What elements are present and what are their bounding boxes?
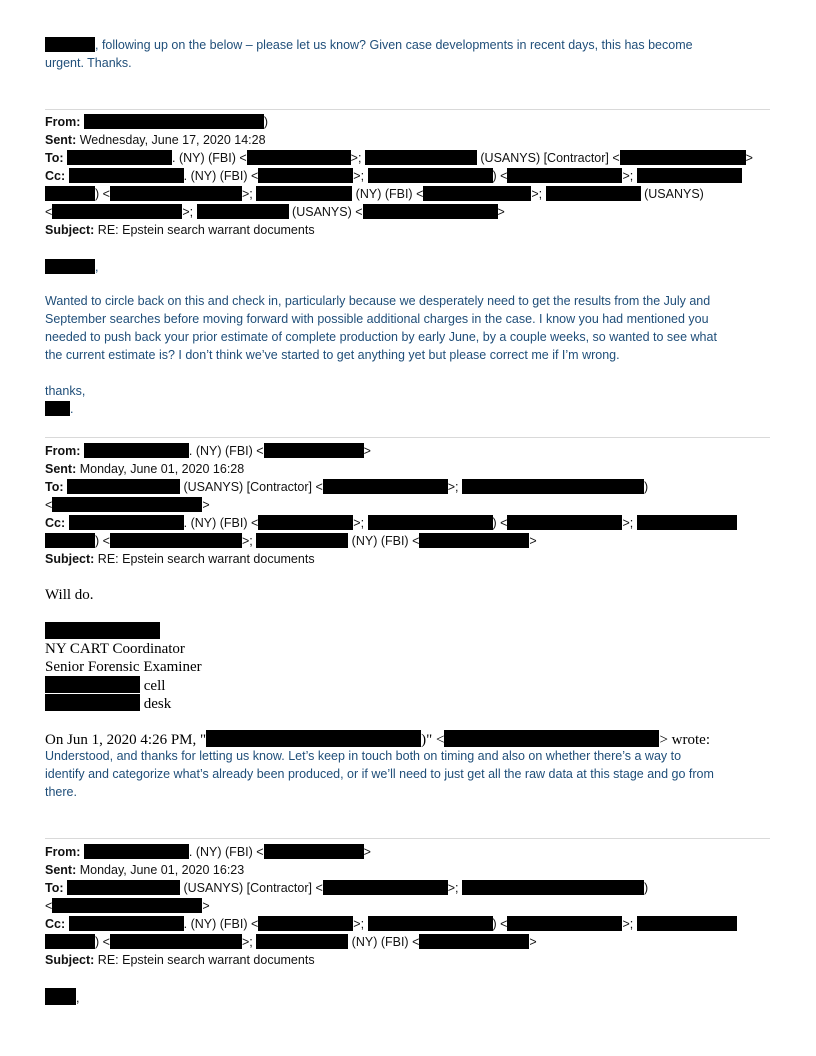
email2-sent: Sent: Monday, June 01, 2020 16:28 bbox=[45, 462, 245, 476]
redaction bbox=[45, 694, 140, 711]
redaction bbox=[507, 916, 622, 931]
email1-body-line: September searches before moving forward with possible additional charges in the case. I know you had mentioned you bbox=[45, 312, 709, 326]
redaction bbox=[620, 150, 746, 165]
redaction bbox=[45, 186, 95, 201]
email1-cc-cont: ) < >; (NY) (FBI) < >; (USANYS) bbox=[45, 185, 704, 203]
email3-cc: Cc: . (NY) (FBI) < >; ) < >; bbox=[45, 915, 737, 933]
divider bbox=[45, 109, 770, 110]
redaction bbox=[84, 114, 264, 129]
email1-signoff: thanks, bbox=[45, 384, 86, 398]
email2-quote-line: identify and categorize what’s already been produced, or if we’ll need to just get all the raw data at this stage and go from bbox=[45, 767, 714, 781]
email2-sig-desk: desk bbox=[45, 694, 171, 713]
redaction bbox=[258, 515, 353, 530]
email1-body-line: the current estimate is? I don’t think we’ve started to get anything yet but please correct me if I’m wrong. bbox=[45, 348, 620, 362]
redaction bbox=[52, 204, 182, 219]
redaction bbox=[67, 150, 172, 165]
redaction bbox=[206, 730, 421, 747]
email1-cc: Cc: . (NY) (FBI) < >; ) < >; bbox=[45, 167, 742, 185]
email1-body-line: Wanted to circle back on this and check in, particularly because we desperately need to get the results from the July and bbox=[45, 294, 711, 308]
email2-sig-title: NY CART Coordinator bbox=[45, 641, 185, 657]
email2-sig-cell: cell bbox=[45, 676, 165, 695]
redaction bbox=[69, 515, 184, 530]
redaction bbox=[45, 259, 95, 274]
email3-greeting: , bbox=[45, 988, 79, 1007]
redaction bbox=[67, 880, 180, 895]
redaction bbox=[507, 168, 622, 183]
redaction bbox=[507, 515, 622, 530]
email2-sig-title: Senior Forensic Examiner bbox=[45, 659, 202, 675]
email1-subject: Subject: RE: Epstein search warrant documents bbox=[45, 223, 315, 237]
divider bbox=[45, 838, 770, 839]
redaction bbox=[258, 168, 353, 183]
email2-cc: Cc: . (NY) (FBI) < >; ) < >; bbox=[45, 514, 737, 532]
email2-quote-line: there. bbox=[45, 785, 77, 799]
intro-line: urgent. Thanks. bbox=[45, 56, 132, 70]
redaction bbox=[69, 168, 184, 183]
redaction bbox=[323, 880, 448, 895]
email1-sent: Sent: Wednesday, June 17, 2020 14:28 bbox=[45, 133, 266, 147]
redaction bbox=[45, 676, 140, 693]
redaction bbox=[637, 916, 737, 931]
email1-greeting: , bbox=[45, 258, 98, 276]
email3-cc-cont: ) < >; (NY) (FBI) < > bbox=[45, 933, 537, 951]
redaction bbox=[546, 186, 641, 201]
redaction bbox=[444, 730, 659, 747]
redaction bbox=[462, 479, 644, 494]
email1-body-line: needed to push back your prior estimate of complete production by early June, by a couple weeks, so wanted to see what bbox=[45, 330, 717, 344]
redaction bbox=[419, 533, 529, 548]
email3-to: To: (USANYS) [Contractor] < >; ) bbox=[45, 881, 649, 895]
email1-to: To: . (NY) (FBI) < >; (USANYS) [Contractor] < > bbox=[45, 151, 753, 165]
redaction bbox=[462, 880, 644, 895]
email3-sent: Sent: Monday, June 01, 2020 16:23 bbox=[45, 863, 245, 877]
redaction bbox=[256, 533, 348, 548]
email3-subject: Subject: RE: Epstein search warrant documents bbox=[45, 953, 315, 967]
redaction bbox=[637, 168, 742, 183]
redaction bbox=[84, 443, 189, 458]
redaction bbox=[368, 168, 493, 183]
redaction bbox=[45, 934, 95, 949]
redaction bbox=[323, 479, 448, 494]
redaction bbox=[368, 515, 493, 530]
email2-quote-line: Understood, and thanks for letting us know. Let’s keep in touch both on timing and also on whether there’s a way to bbox=[45, 749, 682, 763]
redaction bbox=[110, 186, 242, 201]
redaction bbox=[110, 934, 242, 949]
email2-quote-attribution: On Jun 1, 2020 4:26 PM, " )" < > wrote: bbox=[45, 732, 710, 748]
redaction bbox=[247, 150, 351, 165]
redaction bbox=[45, 988, 76, 1005]
redaction bbox=[45, 401, 70, 416]
redaction bbox=[52, 898, 202, 913]
redaction bbox=[637, 515, 737, 530]
divider bbox=[45, 437, 770, 438]
email1-signature: . bbox=[45, 400, 73, 418]
redaction bbox=[423, 186, 531, 201]
intro-line: , following up on the below – please let us know? Given case developments in recent days, this has become bbox=[45, 36, 693, 54]
redaction bbox=[264, 443, 364, 458]
email2-from: From: . (NY) (FBI) < > bbox=[45, 444, 371, 458]
email2-subject: Subject: RE: Epstein search warrant documents bbox=[45, 552, 315, 566]
email2-reply: Will do. bbox=[45, 587, 94, 603]
redaction bbox=[69, 916, 184, 931]
redaction bbox=[363, 204, 498, 219]
redaction bbox=[84, 844, 189, 859]
email1-cc-cont: < >; (USANYS) < > bbox=[45, 205, 505, 219]
redaction bbox=[419, 934, 529, 949]
redaction bbox=[368, 916, 493, 931]
email2-to: To: (USANYS) [Contractor] < >; ) bbox=[45, 480, 649, 494]
email2-signature-name bbox=[45, 622, 160, 641]
redaction bbox=[264, 844, 364, 859]
email2-cc-cont: ) < >; (NY) (FBI) < > bbox=[45, 532, 537, 550]
redaction bbox=[67, 479, 180, 494]
email1-from: From: ) bbox=[45, 115, 269, 129]
redaction bbox=[258, 916, 353, 931]
redaction bbox=[256, 186, 352, 201]
email2-to-cont: < > bbox=[45, 498, 210, 512]
email3-from: From: . (NY) (FBI) < > bbox=[45, 845, 371, 859]
redaction bbox=[52, 497, 202, 512]
redaction bbox=[110, 533, 242, 548]
redaction bbox=[256, 934, 348, 949]
email3-to-cont: < > bbox=[45, 899, 210, 913]
redaction bbox=[45, 533, 95, 548]
redaction bbox=[45, 622, 160, 639]
redaction bbox=[45, 37, 95, 52]
redaction bbox=[197, 204, 289, 219]
redaction bbox=[365, 150, 477, 165]
